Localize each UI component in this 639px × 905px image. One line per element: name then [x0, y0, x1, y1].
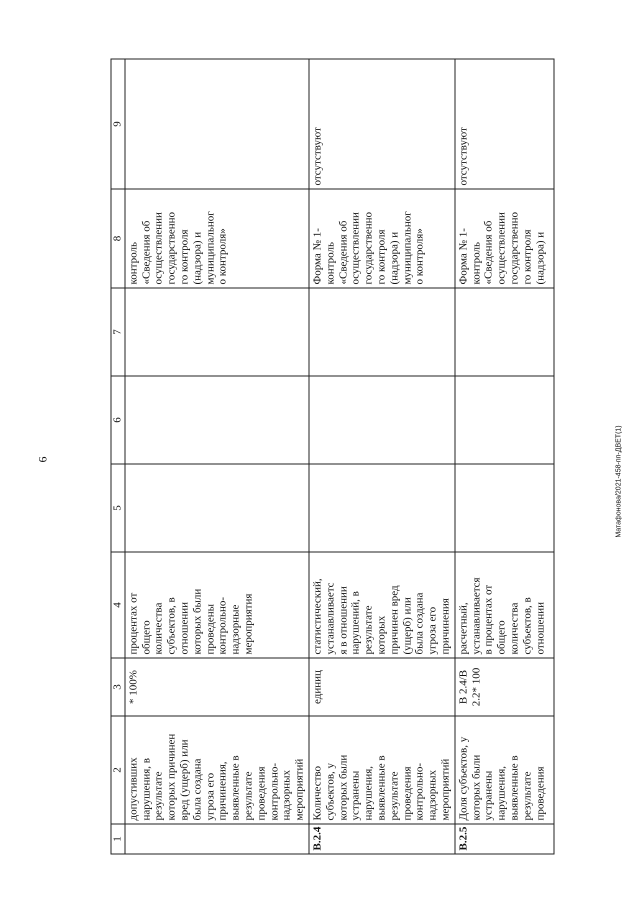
- calculation-method-line: контрольно-: [216, 596, 229, 655]
- calculation-method-line: в процентах от: [482, 584, 495, 655]
- calculation-method-line: угроза его: [426, 606, 439, 655]
- data-source-line: контроль: [469, 242, 482, 285]
- indicator-name-line: устранены: [349, 770, 362, 821]
- indicator-name: [454, 716, 553, 824]
- header-cell: 5: [111, 464, 125, 552]
- table-row: [308, 59, 454, 854]
- indicator-name-line: результате: [387, 771, 400, 821]
- indicator-name-line: была создана: [190, 758, 203, 821]
- calculation-method-line: причинения: [438, 598, 451, 655]
- calculation-method-line: количества: [507, 602, 520, 655]
- calculation-method-line: (ущерб) или: [400, 597, 413, 655]
- indicator-name-line: Доля субъектов, у: [456, 736, 469, 821]
- indicator-value: В 2.4/В 2.2* 100: [454, 658, 553, 716]
- data-source-line: осуществлении: [495, 212, 508, 285]
- data-source-line: осуществлении: [152, 212, 165, 285]
- calculation-method-line: была создана: [413, 592, 426, 655]
- data-source-line: го контроля: [374, 229, 387, 285]
- data-source-line: Форма № 1-: [310, 228, 323, 285]
- indicator-name-line: причинения,: [216, 761, 229, 821]
- header-cell: 9: [111, 59, 125, 189]
- empty-cell-7: [454, 288, 553, 376]
- calculation-method-line: устанавливается: [469, 577, 482, 655]
- indicator-name-line: которых были: [336, 754, 349, 821]
- data-source-line: Форма № 1-: [456, 228, 469, 285]
- indicator-name-line: выявленные в: [229, 755, 242, 821]
- data-source-line: государственно: [362, 211, 375, 285]
- notes-cell: отсутствуют: [454, 59, 553, 189]
- indicator-name-line: проведения: [533, 766, 546, 821]
- header-row: [111, 59, 125, 854]
- notes-cell: [124, 59, 308, 189]
- calculation-method-line: отношении: [533, 601, 546, 655]
- calculation-method-line: результате: [362, 605, 375, 655]
- calculation-method-line: отношении: [177, 601, 190, 655]
- calculation-method-line: процентах от: [126, 592, 139, 655]
- indicator-name-line: вред (ущерб) или: [177, 739, 190, 821]
- table-row: [454, 59, 553, 854]
- indicator-name-line: результате: [152, 771, 165, 821]
- data-source-line: го контроля: [177, 229, 190, 285]
- data-source-line: «Сведения об: [336, 220, 349, 285]
- indicator-value: единиц: [308, 658, 454, 716]
- calculation-method: [308, 552, 454, 658]
- data-source-line: «Сведения об: [139, 220, 152, 285]
- empty-cell-5: [308, 464, 454, 552]
- indicator-name-line: выявленные в: [507, 755, 520, 821]
- empty-cell-5: [124, 464, 308, 552]
- empty-cell-6: [308, 376, 454, 464]
- data-source-line: государственно: [165, 211, 178, 285]
- indicator-name-line: нарушения, в: [139, 757, 152, 821]
- calculation-method-line: расчетный,: [456, 602, 469, 655]
- page-number: 6: [35, 456, 50, 463]
- indicator-value: * 100%: [124, 658, 308, 716]
- indicator-name-line: мероприятий: [438, 758, 451, 821]
- indicator-name-line: субъектов, у: [323, 762, 336, 821]
- indicator-name-line: контрольно-: [413, 762, 426, 821]
- empty-cell-6: [454, 376, 553, 464]
- header-cell: 2: [111, 716, 125, 824]
- empty-cell-7: [124, 288, 308, 376]
- data-source-line: контроль: [323, 242, 336, 285]
- indicator-name-line: надзорных: [280, 769, 293, 821]
- indicator-name-line: надзорных: [426, 769, 439, 821]
- rotated-table-container: [110, 60, 546, 855]
- indicator-code: [124, 824, 308, 854]
- calculation-method-line: устанавливаетс: [323, 582, 336, 655]
- calculation-method-line: которых были: [190, 588, 203, 655]
- calculation-method-line: проведены: [203, 603, 216, 655]
- header-cell: 7: [111, 288, 125, 376]
- calculation-method-line: я в отношении: [336, 586, 349, 655]
- data-source-line: контроль: [126, 242, 139, 285]
- calculation-method-line: общего: [495, 620, 508, 655]
- indicator-name-line: нарушения,: [495, 765, 508, 821]
- indicator-name-line: которых причинен: [165, 733, 178, 821]
- header-cell: 3: [111, 658, 125, 716]
- calculation-method-line: нарушений, в: [349, 591, 362, 655]
- data-source-line: (надзора) и: [533, 231, 546, 285]
- indicator-name-line: выявленные в: [374, 755, 387, 821]
- footer-file-id: Матафонова/2021-458-пп-ДВЕТ(1): [615, 425, 623, 538]
- empty-cell-6: [124, 376, 308, 464]
- data-source-line: осуществлении: [349, 212, 362, 285]
- data-source: [308, 189, 454, 288]
- data-source-line: (надзора) и: [190, 231, 203, 285]
- data-source-line: «Сведения об: [482, 220, 495, 285]
- header-cell: 1: [111, 824, 125, 854]
- table-row: [124, 59, 308, 854]
- calculation-method-line: количества: [152, 602, 165, 655]
- data-source: [124, 189, 308, 288]
- indicator-code: В.2.4: [308, 824, 454, 854]
- indicator-name-line: проведения: [254, 766, 267, 821]
- empty-cell-5: [454, 464, 553, 552]
- calculation-method-line: субъектов, в: [165, 597, 178, 655]
- indicator-name-line: угроза его: [203, 772, 216, 821]
- indicator-name-line: проведения: [400, 766, 413, 821]
- indicator-name-line: устранены: [482, 770, 495, 821]
- header-cell: 8: [111, 189, 125, 288]
- data-source-line: го контроля: [520, 229, 533, 285]
- calculation-method-line: субъектов, в: [520, 597, 533, 655]
- calculation-method-line: мероприятия: [241, 593, 254, 655]
- calculation-method: [454, 552, 553, 658]
- data-source-line: о контроля»: [216, 228, 229, 285]
- indicator-code: В.2.5: [454, 824, 553, 854]
- calculation-method-line: общего: [139, 620, 152, 655]
- calculation-method-line: которых: [374, 615, 387, 655]
- header-cell: 6: [111, 376, 125, 464]
- indicator-table: [110, 59, 554, 855]
- indicator-name-line: допустивших: [126, 757, 139, 821]
- indicator-name-line: нарушения,: [362, 765, 375, 821]
- empty-cell-7: [308, 288, 454, 376]
- indicator-name-line: которых были: [469, 754, 482, 821]
- calculation-method: [124, 552, 308, 658]
- indicator-name-line: контрольно-: [267, 762, 280, 821]
- data-source-line: государственно: [507, 211, 520, 285]
- data-source-line: муниципальног: [203, 211, 216, 285]
- indicator-name: [308, 716, 454, 824]
- indicator-name: [124, 716, 308, 824]
- data-source-line: муниципальног: [400, 211, 413, 285]
- data-source: [454, 189, 553, 288]
- notes-cell: отсутствуют: [308, 59, 454, 189]
- data-source-line: (надзора) и: [387, 231, 400, 285]
- indicator-name-line: результате: [241, 771, 254, 821]
- header-cell: 4: [111, 552, 125, 658]
- calculation-method-line: статистический,: [310, 578, 323, 655]
- calculation-method-line: надзорные: [229, 604, 242, 655]
- calculation-method-line: причинен вред: [387, 585, 400, 655]
- indicator-name-line: результате: [520, 771, 533, 821]
- data-source-line: о контроля»: [413, 228, 426, 285]
- indicator-name-line: Количество: [310, 765, 323, 821]
- indicator-name-line: мероприятий: [293, 758, 306, 821]
